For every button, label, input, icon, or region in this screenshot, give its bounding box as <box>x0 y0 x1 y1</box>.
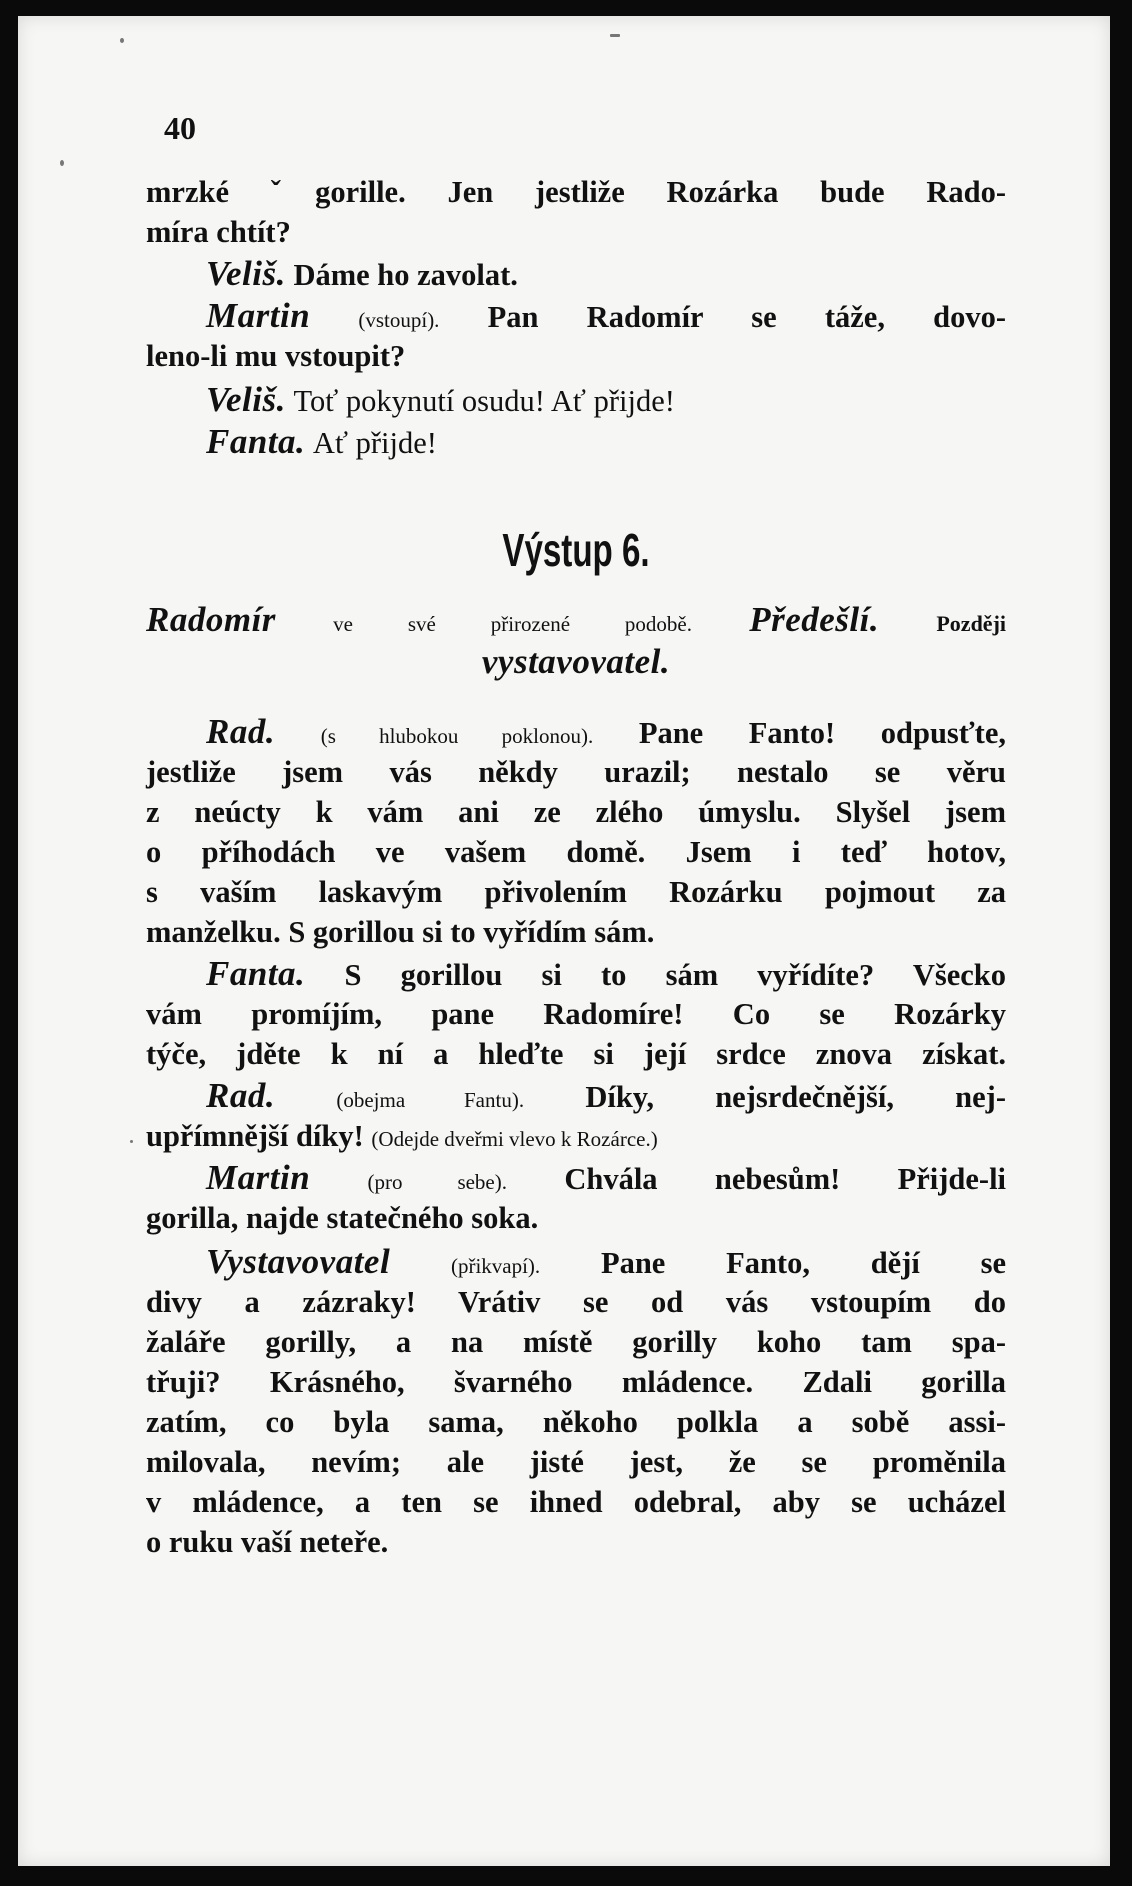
paper-speck <box>610 34 620 37</box>
speaker-name: Rad. <box>206 712 276 751</box>
speaker-name: Veliš. <box>206 380 286 419</box>
dialogue-line <box>206 422 1006 462</box>
text-line: gorilla, najde statečného soka. <box>146 1201 539 1235</box>
paper-speck <box>60 160 64 166</box>
text-line: divy a zázraky! Vrátiv se od vás vstoupím do <box>146 1285 1006 1319</box>
page-edge <box>1110 0 1132 1886</box>
dialogue-line <box>206 712 1006 752</box>
text-line: s vaším laskavým přivolením Rozárku pojmout za <box>146 875 1006 909</box>
text-line: zatím, co byla sama, někoho polkla a sobě assi- <box>146 1405 1006 1439</box>
dialogue-text: upřímnější díky! <box>146 1119 364 1153</box>
character-description: Později <box>936 611 1007 636</box>
dialogue-text: Dáme ho zavolat. <box>293 258 518 292</box>
text-line: z neúcty k vám ani ze zlého úmyslu. Slyšel jsem <box>146 795 1006 829</box>
character-name: Radomír <box>146 600 276 639</box>
dialogue-line <box>206 1158 1006 1198</box>
speaker-name: Martin <box>206 1158 311 1197</box>
stage-direction: (přikvapí). <box>450 1254 541 1278</box>
text-line: týče, jděte k ní a hleďte si její srdce znova získat. <box>146 1037 1006 1071</box>
text-line: jestliže jsem vás někdy urazil; nestalo se věru <box>146 755 1006 789</box>
paper-speck <box>120 38 124 43</box>
stage-direction: (pro sebe). <box>367 1170 507 1194</box>
text-line: mrzké ˇgorille. Jen jestliže Rozárka bude Rado- <box>146 175 1006 209</box>
scene-cast-line <box>146 600 1006 640</box>
dialogue-text: Díky, nejsrdečnější, nej- <box>585 1080 1006 1114</box>
dialogue-line <box>206 380 1006 420</box>
page-number: 40 <box>164 110 196 146</box>
text-line: v mládence, a ten se ihned odebral, aby se ucházel <box>146 1485 1006 1519</box>
text-line: třuji? Krásného, švarného mládence. Zdali gorilla <box>146 1365 1006 1399</box>
dialogue-text: Pane Fanto! odpusťte, <box>638 716 1006 750</box>
stage-direction: (Odejde dveřmi vlevo k Rozárce.) <box>371 1127 658 1151</box>
stage-direction: (vstoupí). <box>358 308 440 332</box>
speaker-name: Martin <box>206 296 311 335</box>
dialogue-line <box>206 954 1006 994</box>
dialogue-line <box>146 1116 1006 1156</box>
dialogue-text: S gorillou si to sám vyřídíte? Všecko <box>344 958 1007 992</box>
text-line: manželku. S gorillou si to vyřídím sám. <box>146 915 655 949</box>
character-name: vystavovatel. <box>481 642 671 681</box>
text-line: žaláře gorilly, a na místě gorilly koho tam spa- <box>146 1325 1006 1359</box>
dialogue-text: Pane Fanto, dějí se <box>600 1246 1007 1280</box>
character-description: ve své přirozené podobě. <box>333 612 692 636</box>
dialogue-line <box>206 1242 1006 1282</box>
dialogue-text: Chvála nebesům! Přijde-li <box>564 1162 1007 1196</box>
text-line: míra chtít? <box>146 215 291 249</box>
speaker-name: Fanta. <box>206 954 306 993</box>
dialogue-text: Ať přijde! <box>312 426 437 460</box>
speaker-name: Rad. <box>206 1076 276 1115</box>
stage-direction: (s hlubokou poklonou). <box>320 724 594 748</box>
scene-cast-line <box>146 642 1006 682</box>
text-line: milovala, nevím; ale jisté jest, že se proměnila <box>146 1445 1006 1479</box>
scene-title: Výstup 6. <box>502 524 650 576</box>
dialogue-line <box>206 296 1006 336</box>
text-line: vám promíjím, pane Radomíre! Co se Rozárky <box>146 997 1006 1031</box>
speaker-name: Vystavovatel <box>206 1242 391 1281</box>
paper-speck <box>130 1140 133 1143</box>
character-name: Předešlí. <box>749 600 880 639</box>
text-line: o ruku vaší neteře. <box>146 1525 389 1559</box>
text-line: o příhodách ve vašem domě. Jsem i teď hotov, <box>146 835 1006 869</box>
dialogue-line <box>206 254 1006 294</box>
speaker-name: Veliš. <box>206 254 286 293</box>
text-line: leno-li mu vstoupit? <box>146 339 406 373</box>
dialogue-text: Toť pokynutí osudu! Ať přijde! <box>293 384 675 418</box>
speaker-name: Fanta. <box>206 422 306 461</box>
stage-direction: (obejma Fantu). <box>336 1088 525 1112</box>
dialogue-line <box>206 1076 1006 1116</box>
dialogue-text: Pan Radomír se táže, dovo- <box>487 300 1007 334</box>
